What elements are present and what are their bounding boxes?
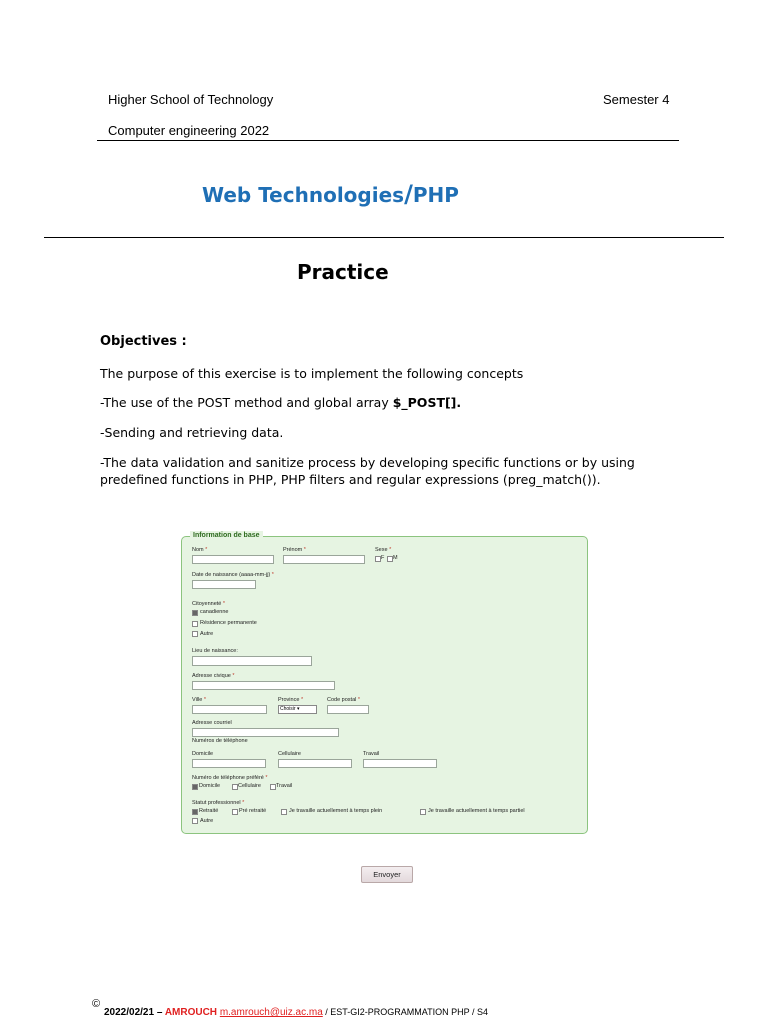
objective-item-1 bbox=[100, 394, 461, 411]
pref-travail-label: Travail bbox=[276, 783, 293, 789]
travail-label: Travail bbox=[363, 751, 380, 757]
lieu-textarea[interactable] bbox=[192, 656, 312, 666]
citoyennete-label: Citoyenneté * bbox=[192, 601, 226, 607]
document-title bbox=[202, 180, 459, 208]
code-postal-input[interactable] bbox=[327, 705, 369, 714]
adresse-civique-label: Adresse civique * bbox=[192, 673, 235, 679]
objective-item-1-bold: $_POST[]. bbox=[392, 395, 462, 410]
section-heading: Practice bbox=[297, 260, 389, 284]
department-label: Computer engineering 2022 bbox=[108, 123, 270, 138]
pref-domicile-label: Domicile bbox=[199, 783, 221, 789]
objective-item-3-line-1: -The data validation and sanitize process by developing specific functions or by using bbox=[100, 455, 635, 470]
prenom-label: Prénom * bbox=[283, 547, 306, 553]
nom-input[interactable] bbox=[192, 555, 274, 564]
form-screenshot bbox=[181, 532, 588, 834]
cellulaire-label: Cellulaire bbox=[278, 751, 301, 757]
footer-dash: – bbox=[154, 1007, 165, 1018]
statut-label: Statut professionnel * bbox=[192, 800, 245, 806]
courriel-input[interactable] bbox=[192, 728, 339, 737]
pref-domicile-radio[interactable] bbox=[192, 784, 198, 790]
footer-course: / EST-GI2-PROGRAMMATION PHP / S4 bbox=[322, 1007, 488, 1017]
header-rule bbox=[97, 140, 679, 141]
province-label: Province * bbox=[278, 697, 304, 703]
statut-retraite-label: Retraité bbox=[199, 808, 219, 814]
pref-cellulaire-label: Cellulaire bbox=[238, 783, 261, 789]
cit-canadienne-label: canadienne bbox=[200, 609, 229, 615]
ville-label: Ville * bbox=[192, 697, 206, 703]
statut-autre-label: Autre bbox=[200, 818, 214, 824]
statut-retraite-checkbox[interactable] bbox=[192, 809, 198, 815]
sexe-m-label: M bbox=[393, 555, 398, 561]
form-legend: Information de base bbox=[190, 531, 263, 541]
telephones-label: Numéros de téléphone bbox=[192, 738, 248, 744]
objectives-heading: Objectives : bbox=[100, 334, 187, 349]
footer bbox=[104, 1007, 488, 1018]
code-postal-label: Code postal * bbox=[327, 697, 361, 703]
envoyer-button[interactable]: Envoyer bbox=[361, 866, 413, 883]
title-main: Web Technologies bbox=[202, 183, 405, 207]
cit-autre-radio[interactable] bbox=[192, 631, 198, 637]
adresse-civique-input[interactable] bbox=[192, 681, 335, 690]
date-label: Date de naissance (aaaa-mm-jj) * bbox=[192, 572, 274, 578]
statut-autre-checkbox[interactable] bbox=[192, 818, 198, 824]
lieu-label: Lieu de naissance: bbox=[192, 648, 238, 654]
ville-input[interactable] bbox=[192, 705, 267, 714]
school-name: Higher School of Technology bbox=[108, 92, 274, 107]
copyright-symbol: © bbox=[92, 998, 101, 1010]
statut-plein-label: Je travaille actuellement à temps plein bbox=[289, 808, 383, 814]
cit-residence-radio[interactable] bbox=[192, 621, 198, 627]
domicile-input[interactable] bbox=[192, 759, 266, 768]
courriel-label: Adresse courriel bbox=[192, 720, 232, 726]
date-input[interactable] bbox=[192, 580, 256, 589]
numero-prefere-label: Numéro de téléphone préféré * bbox=[192, 775, 268, 781]
semester-label: Semester 4 bbox=[603, 92, 670, 107]
objective-item-2: -Sending and retrieving data. bbox=[100, 425, 284, 440]
footer-email[interactable]: m.amrouch@uiz.ac.ma bbox=[219, 1007, 323, 1018]
statut-partiel-label: Je travaille actuellement à temps partiel bbox=[428, 808, 525, 814]
nom-label: Nom * bbox=[192, 547, 208, 553]
cit-canadienne-radio[interactable] bbox=[192, 610, 198, 616]
statut-partiel-checkbox[interactable] bbox=[420, 809, 426, 815]
statut-plein-checkbox[interactable] bbox=[281, 809, 287, 815]
statut-preretraite-checkbox[interactable] bbox=[232, 809, 238, 815]
sexe-label: Sexe * bbox=[375, 547, 392, 553]
objectives-intro: The purpose of this exercise is to implement the following concepts bbox=[100, 366, 524, 381]
cit-autre-label: Autre bbox=[200, 631, 214, 637]
cit-residence-label: Résidence permanente bbox=[200, 620, 257, 626]
sexe-f-label: F bbox=[381, 555, 385, 561]
title-rule bbox=[44, 237, 724, 238]
travail-input[interactable] bbox=[363, 759, 437, 768]
footer-date: 2022/02/21 bbox=[104, 1007, 155, 1018]
statut-preretraite-label: Pré retraité bbox=[239, 808, 267, 814]
province-select[interactable]: Choisir ▾ bbox=[278, 705, 317, 714]
prenom-input[interactable] bbox=[283, 555, 365, 564]
title-slash: / bbox=[404, 180, 413, 208]
domicile-label: Domicile bbox=[192, 751, 214, 757]
cellulaire-input[interactable] bbox=[278, 759, 352, 768]
footer-author: AMROUCH bbox=[164, 1007, 218, 1018]
title-sub: PHP bbox=[412, 183, 459, 207]
objective-item-1-text: -The use of the POST method and global array bbox=[100, 395, 393, 410]
objective-item-3-line-2: predefined functions in PHP, PHP filters and regular expressions (preg_match()). bbox=[100, 472, 601, 487]
